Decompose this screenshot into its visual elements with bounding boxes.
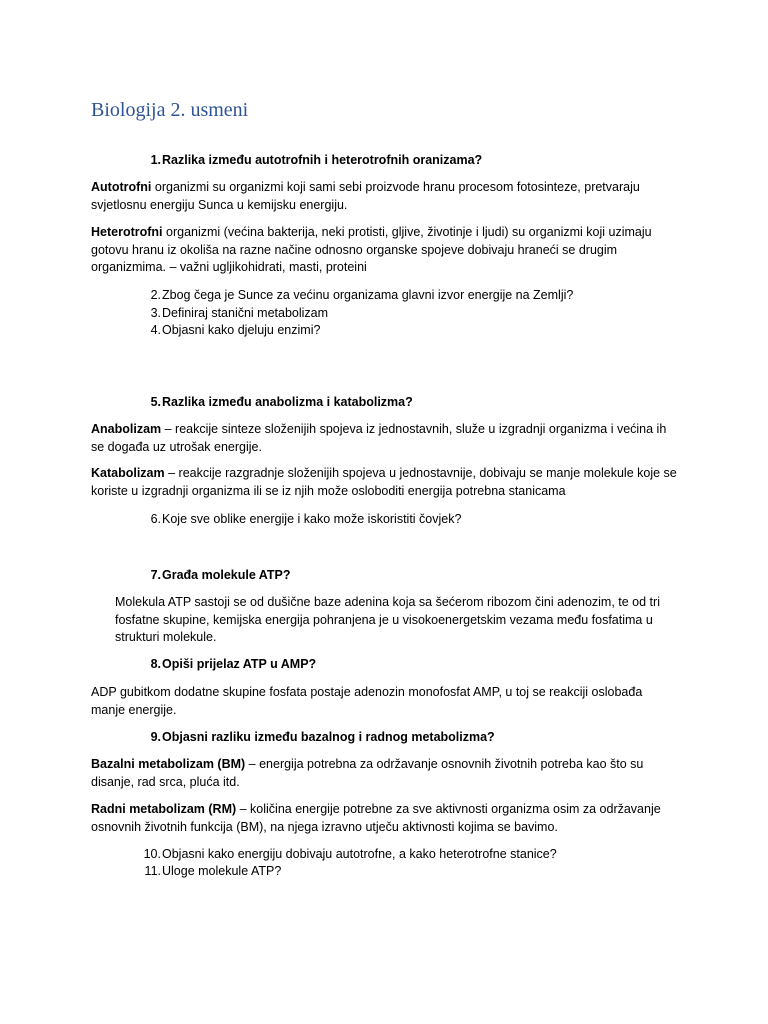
question-text: Objasni kako djeluju enzimi?: [162, 323, 321, 337]
question-number: 2.: [150, 288, 161, 302]
question-number: 8.: [150, 657, 161, 671]
answer-text: – reakcije razgradnje složenijih spojeva u jednostavnije, dobivaju se manje molekule koje se koriste u izgradnji organizma ili se iz njih može osloboditi energija potrebna stanicama: [91, 466, 677, 498]
term-anabolizam: Anabolizam: [91, 422, 162, 436]
answer-atp: [115, 594, 685, 647]
question-number: 6.: [150, 512, 161, 526]
term-radni: Radni metabolizam (RM): [91, 802, 237, 816]
question-number: 11.: [144, 864, 161, 878]
answer-katabolizam: [91, 465, 677, 500]
answer-heterotrofni: [91, 224, 677, 277]
answer-text: Molekula ATP sastoji se od dušične baze adenina koja sa šećerom ribozom čini adenozim, te od tri fosfatne skupine, kemijska energija pohranjena je u visokoenergetskim vezama među fosfatima u strukturi molekule.: [115, 595, 660, 644]
answer-text: – energija potrebna za održavanje osnovnih životnih potreba kao što su disanje, rad srca, pluća itd.: [91, 757, 644, 789]
answer-autotrofni: [91, 179, 677, 214]
question-number: 3.: [150, 306, 161, 320]
question-number: 9.: [150, 730, 161, 744]
document-title: Biologija 2. usmeni: [91, 99, 249, 121]
question-number: 5.: [150, 395, 161, 409]
question-text: Građa molekule ATP?: [162, 568, 291, 582]
answer-anabolizam: [91, 421, 677, 456]
answer-text: – reakcije sinteze složenijih spojeva iz jednostavnih, služe u izgradnji organizma i većina ih se događa uz utrošak energije.: [91, 422, 667, 454]
term-autotrofni: Autotrofni: [91, 180, 152, 194]
question-text: Objasni kako energiju dobivaju autotrofne, a kako heterotrofne stanice?: [162, 847, 557, 861]
term-bazalni: Bazalni metabolizam (BM): [91, 757, 246, 771]
answer-bazalni: [91, 756, 677, 791]
question-number: 1.: [150, 153, 161, 167]
answer-text: ADP gubitkom dodatne skupine fosfata postaje adenozin monofosfat AMP, u toj se reakciji oslobađa manje energije.: [91, 685, 643, 717]
term-katabolizam: Katabolizam: [91, 466, 165, 480]
question-number: 10.: [143, 847, 161, 861]
question-text: Uloge molekule ATP?: [162, 864, 282, 878]
question-text: Opiši prijelaz ATP u AMP?: [162, 657, 317, 671]
answer-adp: [91, 684, 677, 719]
answer-text: organizmi (većina bakterija, neki protisti, gljive, životinje i ljudi) su organizmi koji uzimaju gotovu hranu iz okoliša na razne načine odnosno organske spojeve dobivaju hraneći se drugim organizmima. – važni ugljikohidrati, masti, proteini: [91, 225, 652, 274]
answer-text: – količina energije potrebne za sve aktivnosti organizma osim za održavanje osnovnih životnih funkcija (BM), na njega izravno utječu aktivnosti kojima se bavimo.: [91, 802, 661, 834]
question-text: Razlika između autotrofnih i heterotrofnih oranizama?: [162, 153, 483, 167]
question-text: Koje sve oblike energije i kako može iskoristiti čovjek?: [162, 512, 462, 526]
question-text: Razlika između anabolizma i katabolizma?: [162, 395, 413, 409]
answer-radni: [91, 801, 677, 836]
question-text: Definiraj stanični metabolizam: [162, 306, 329, 320]
question-text: Zbog čega je Sunce za većinu organizama glavni izvor energije na Zemlji?: [162, 288, 574, 302]
answer-text: organizmi su organizmi koji sami sebi proizvode hranu procesom fotosinteze, pretvaraju svjetlosnu energiju Sunca u kemijsku energiju.: [91, 180, 640, 212]
question-text: Objasni razliku između bazalnog i radnog metabolizma?: [162, 730, 495, 744]
question-number: 4.: [150, 323, 161, 337]
term-heterotrofni: Heterotrofni: [91, 225, 163, 239]
question-number: 7.: [150, 568, 161, 582]
